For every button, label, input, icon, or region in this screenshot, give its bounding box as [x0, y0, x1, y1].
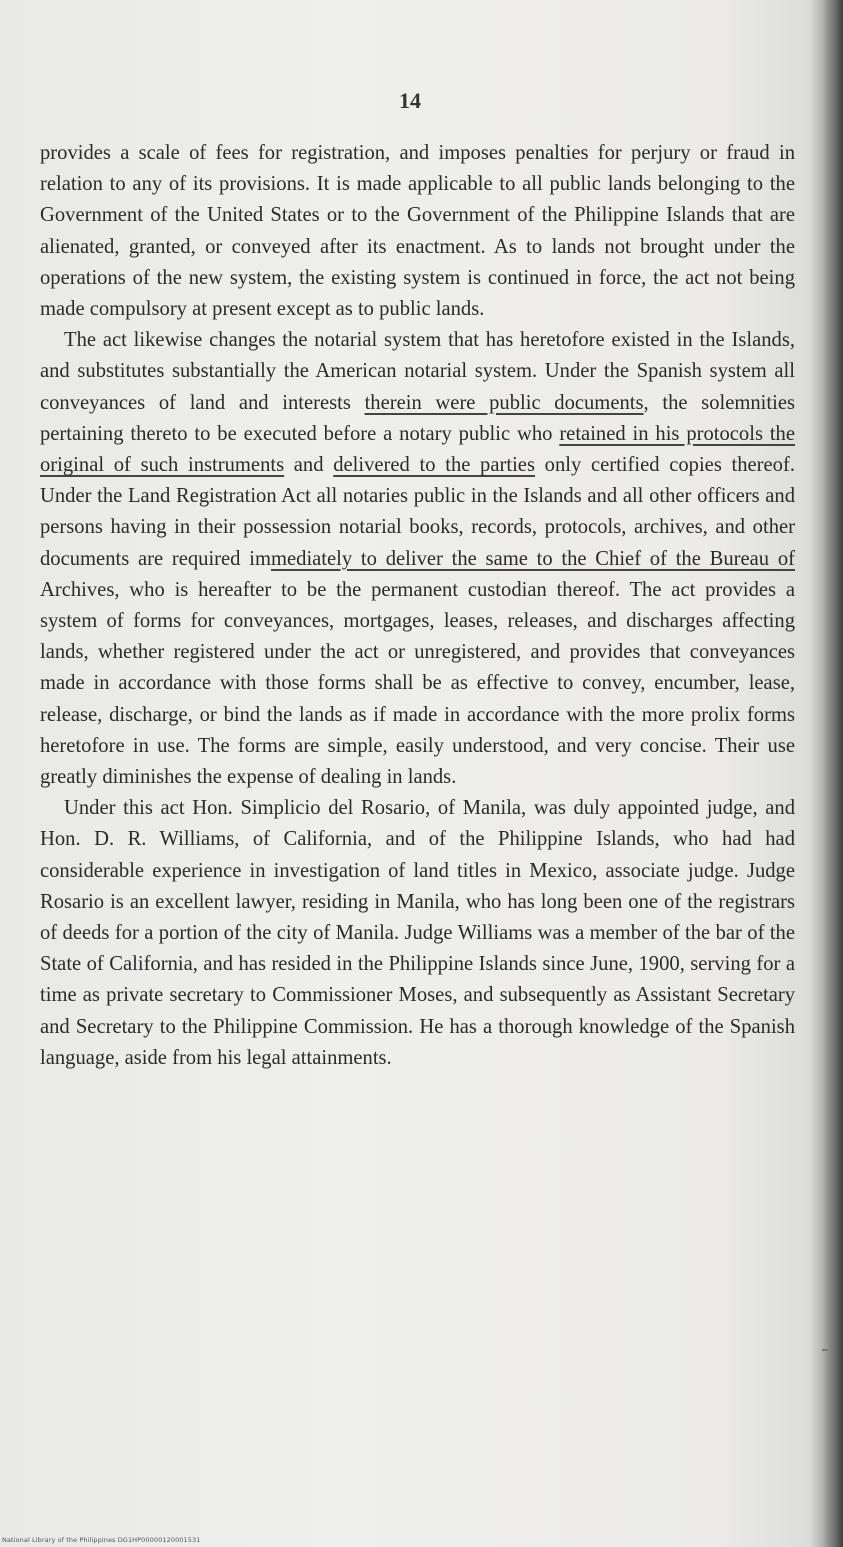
underlined-text: delivered to the parties — [333, 454, 535, 477]
page-edge-shadow — [823, 0, 843, 1547]
paragraph-1 — [40, 138, 795, 325]
paragraph-2 — [40, 325, 795, 793]
paragraph-3 — [40, 793, 795, 1074]
margin-mark — [822, 1349, 828, 1351]
text-segment: only certified copies thereof. Under the Land Registration Act all notaries public in the Islands and all other officers and persons having in their possession notarial books, records, protocols, archives, and other documents are required im — [40, 454, 795, 570]
text-segment: and — [284, 454, 334, 477]
text-segment: Under this act Hon. Simplicio del Rosario, of Manila, was duly appointed judge, and Hon. D. R. Williams, of California, and of the Philippine Islands, who had had considerable experience in investigation of land titles in Mexico, associate judge. Judge Rosario is an excellent lawyer, residing in Manila, who has long been one of the registrars of deeds for a portion of the city of Manila. Judge Williams was a member of the bar of the State of California, and has resided in the Philippine Islands since June, 1900, serving for a time as private secretary to Commissioner Moses, and subsequently as Assistant Secretary and Secretary to the Philippine Commission. He has a thorough knowledge of the Spanish language, aside from his legal attainments. — [40, 797, 795, 1069]
body-text — [40, 138, 795, 1074]
underlined-text: therein were public documents — [364, 391, 644, 414]
text-segment: provides a scale of fees for registration, and imposes penalties for perjury or fraud in relation to any of its provisions. It is made applicable to all public lands belonging to the Government of the United States or to the Government of the Philippine Islands that are alienated, granted, or conveyed after its enactment. As to lands not brought under the operations of the new system, the existing system is continued in force, the act not being made compulsory at present except as to public lands. — [40, 142, 795, 321]
text-segment: The act likewise changes the notarial system that has heretofore existed in the Islands, and substitutes substantially the American notarial system. Under the Spanish system all conveyances of land and interests — [40, 329, 795, 414]
text-segment: , the solemnities pertaining thereto to be executed before a notary public who — [40, 391, 795, 445]
underlined-text: mediately to deliver the same to the Chief of the Bureau of — [270, 547, 796, 570]
archive-footer: National Library of the Philippines DG1HP00000120001531 — [2, 1536, 201, 1544]
text-segment: Archives, who is hereafter to be the permanent custodian thereof. The act provides a system of forms for conveyances, mortgages, leases, releases, and discharges affecting lands, whether registered under the act or unregistered, and provides that conveyances made in accordance with those forms shall be as effective to convey, encumber, lease, release, discharge, or bind the lands as if made in accordance with the more prolix forms heretofore in use. The forms are simple, easily understood, and very concise. Their use greatly diminishes the expense of dealing in lands. — [40, 578, 795, 789]
underlined-text: retained in his protocols the original of such instruments — [40, 422, 795, 477]
page-number: 14 — [399, 88, 421, 113]
